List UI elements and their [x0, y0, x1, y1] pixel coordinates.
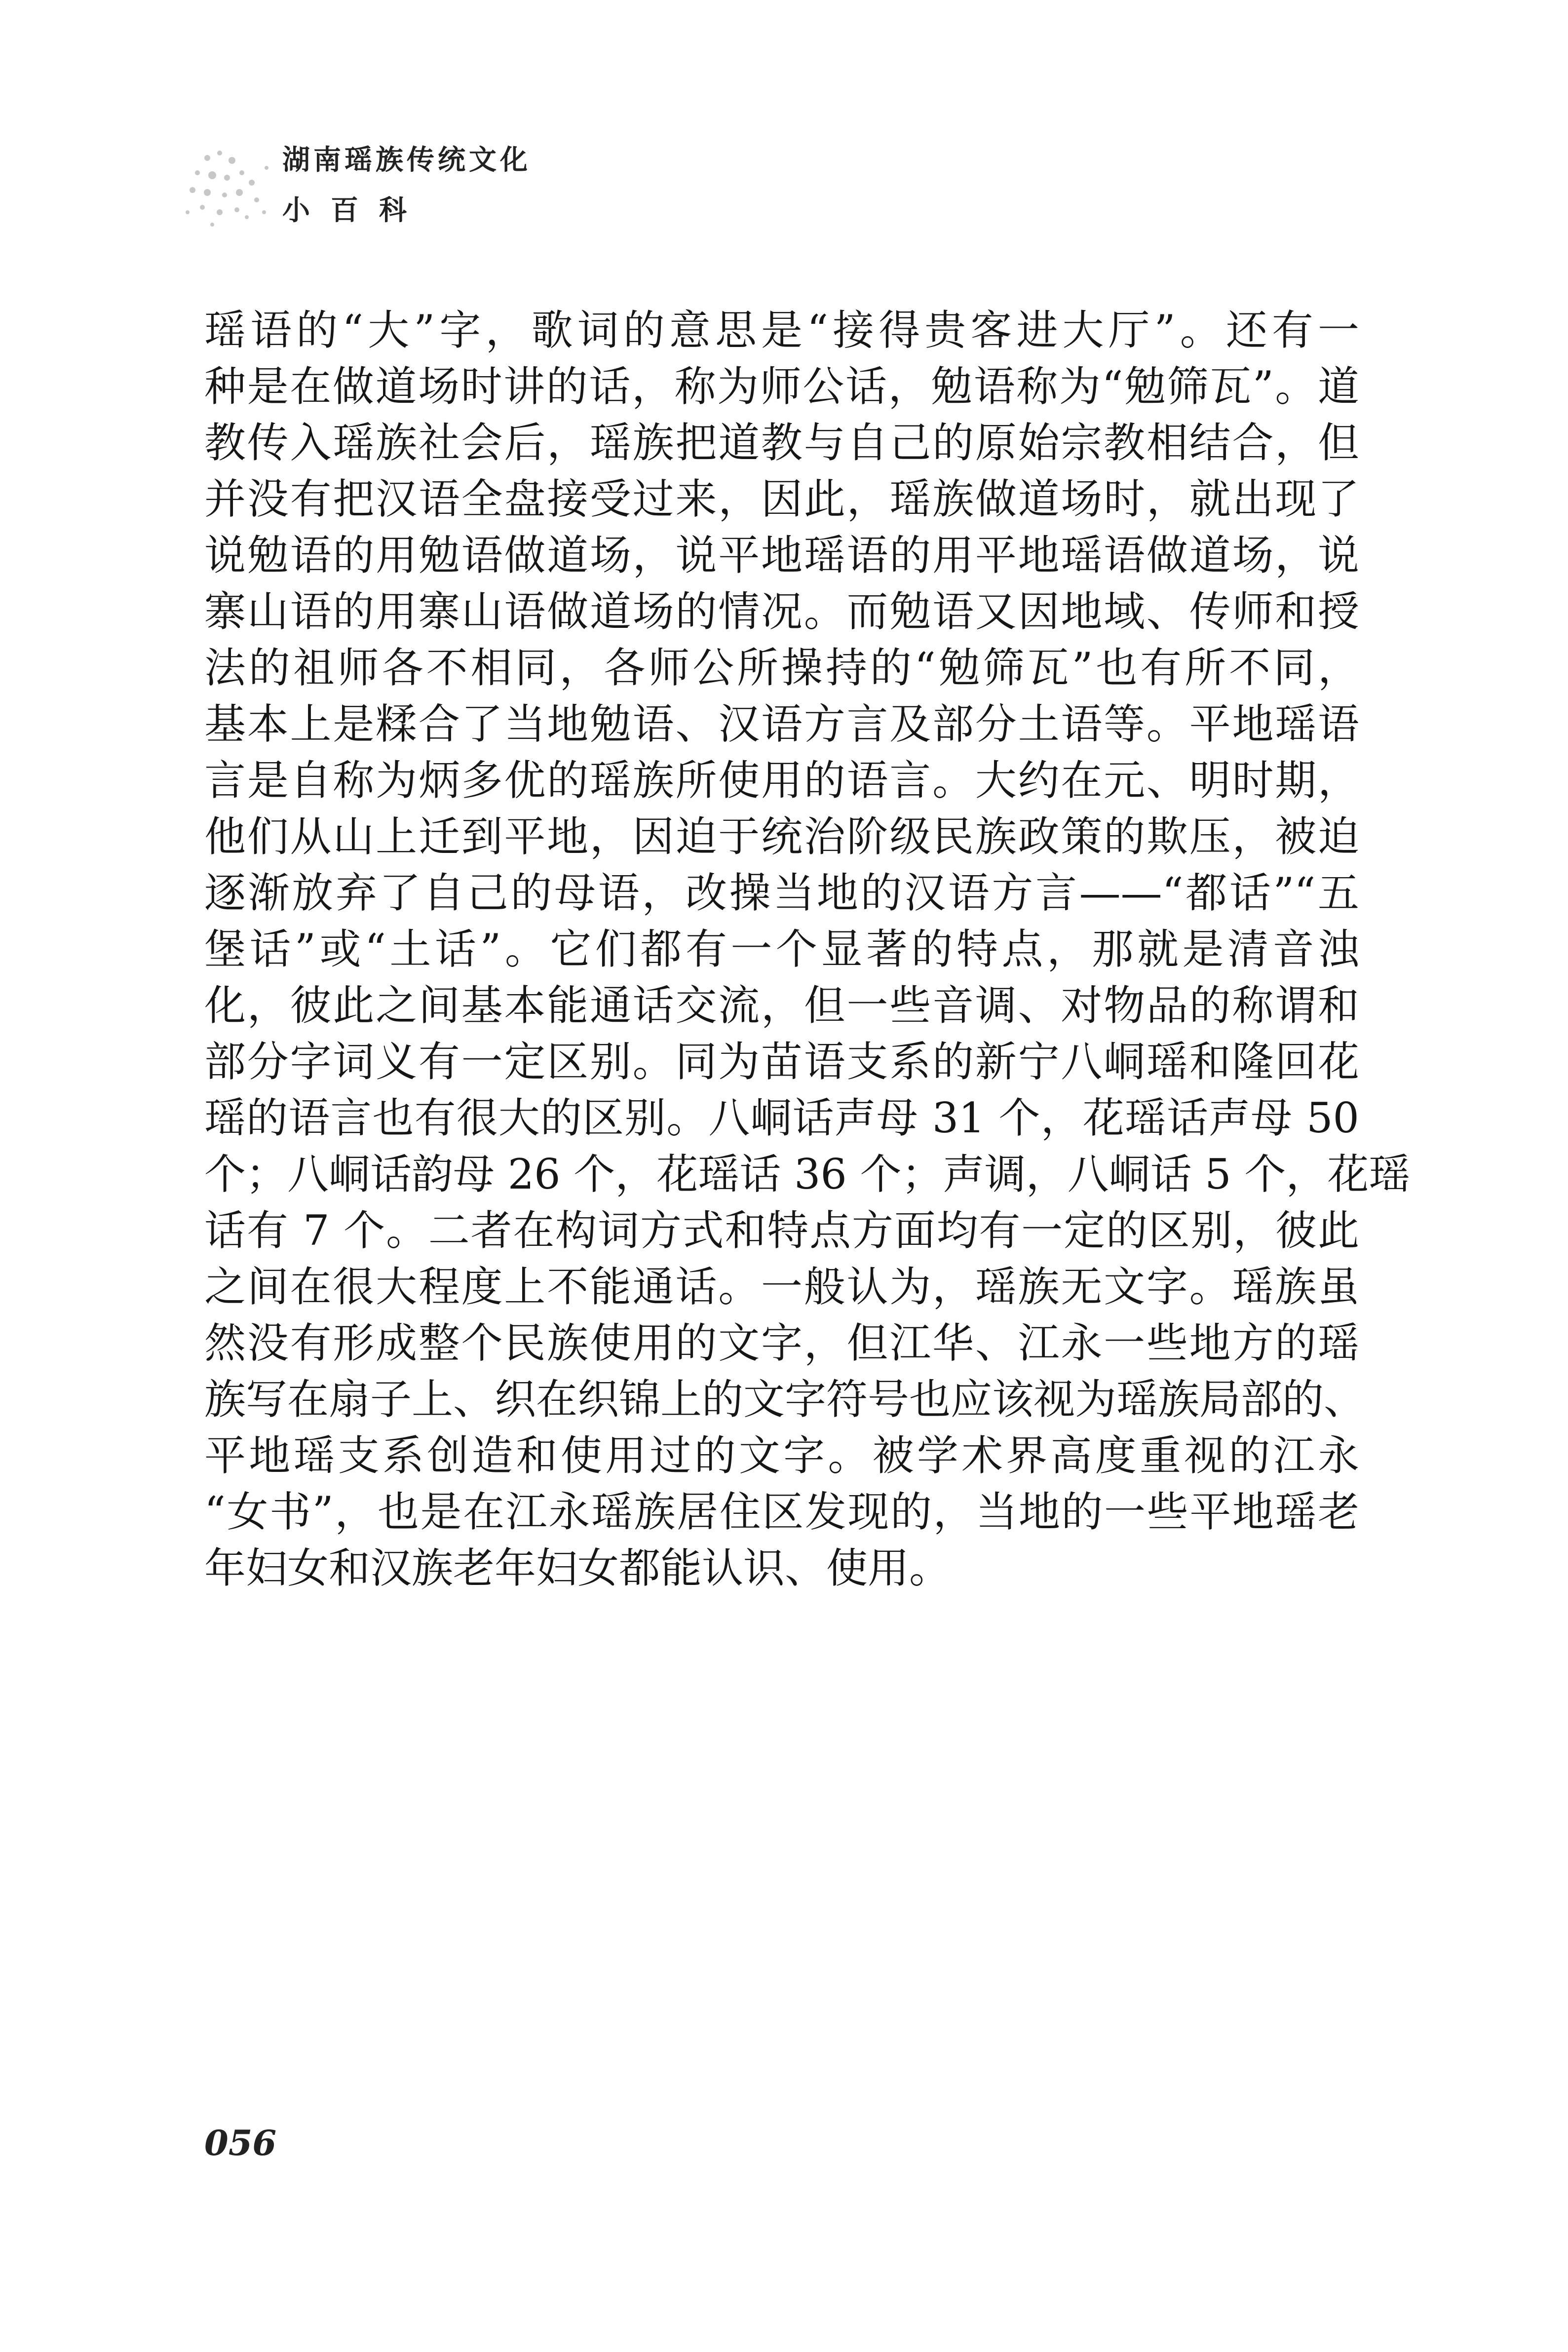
running-header	[282, 141, 531, 231]
text-line: 并没有把汉语全盘接受过来，因此，瑶族做道场时，就出现了	[204, 475, 1359, 523]
text-line: 他们从山上迁到平地，因迫于统治阶级民族政策的欺压，被迫	[204, 812, 1359, 861]
text-line: 逐渐放弃了自己的母语，改操当地的汉语方言——“都话”“五	[204, 869, 1359, 917]
text-line: 瑶语的“大”字，歌词的意思是“接得贵客进大厅”。还有一	[204, 306, 1359, 354]
page-number: 056	[204, 2122, 277, 2163]
header-ornament-icon	[178, 138, 291, 237]
text-line: “女书”，也是在江永瑶族居住区发现的，当地的一些平地瑶老	[204, 1488, 1359, 1536]
text-line: 法的祖师各不相同，各师公所操持的“勉筛瓦”也有所不同，	[204, 644, 1359, 692]
body-paragraph	[204, 302, 1411, 1596]
text-line: 言是自称为炳多优的瑶族所使用的语言。大约在元、明时期，	[204, 756, 1359, 805]
text-line: 族写在扇子上、织在织锦上的文字符号也应该视为瑶族局部的、	[204, 1375, 1366, 1424]
text-line: 部分字词义有一定区别。同为苗语支系的新宁八峒瑶和隆回花	[204, 1038, 1359, 1086]
book-subtitle: 小百科	[282, 194, 427, 227]
text-line: 教传入瑶族社会后，瑶族把道教与自己的原始宗教相结合，但	[204, 419, 1359, 467]
text-line: 之间在很大程度上不能通话。一般认为，瑶族无文字。瑶族虽	[204, 1263, 1359, 1311]
book-title: 湖南瑶族传统文化	[282, 144, 531, 176]
text-line: 个；八峒话韵母 26 个，花瑶话 36 个；声调，八峒话 5 个，花瑶	[204, 1150, 1411, 1198]
text-line: 瑶的语言也有很大的区别。八峒话声母 31 个，花瑶话声母 50	[204, 1094, 1359, 1142]
text-line: 堡话”或“土话”。它们都有一个显著的特点，那就是清音浊	[204, 925, 1359, 973]
text-line: 平地瑶支系创造和使用过的文字。被学术界高度重视的江永	[204, 1431, 1359, 1480]
text-line: 化，彼此之间基本能通话交流，但一些音调、对物品的称谓和	[204, 981, 1359, 1030]
text-line: 说勉语的用勉语做道场，说平地瑶语的用平地瑶语做道场，说	[204, 531, 1359, 579]
text-line: 话有 7 个。二者在构词方式和特点方面均有一定的区别，彼此	[204, 1206, 1359, 1255]
text-line: 寨山语的用寨山语做道场的情况。而勉语又因地域、传师和授	[204, 587, 1359, 636]
text-line: 年妇女和汉族老年妇女都能认识、使用。	[204, 1544, 951, 1592]
text-line: 种是在做道场时讲的话，称为师公话，勉语称为“勉筛瓦”。道	[204, 362, 1359, 411]
text-line: 然没有形成整个民族使用的文字，但江华、江永一些地方的瑶	[204, 1319, 1359, 1367]
text-line: 基本上是糅合了当地勉语、汉语方言及部分土语等。平地瑶语	[204, 700, 1359, 748]
